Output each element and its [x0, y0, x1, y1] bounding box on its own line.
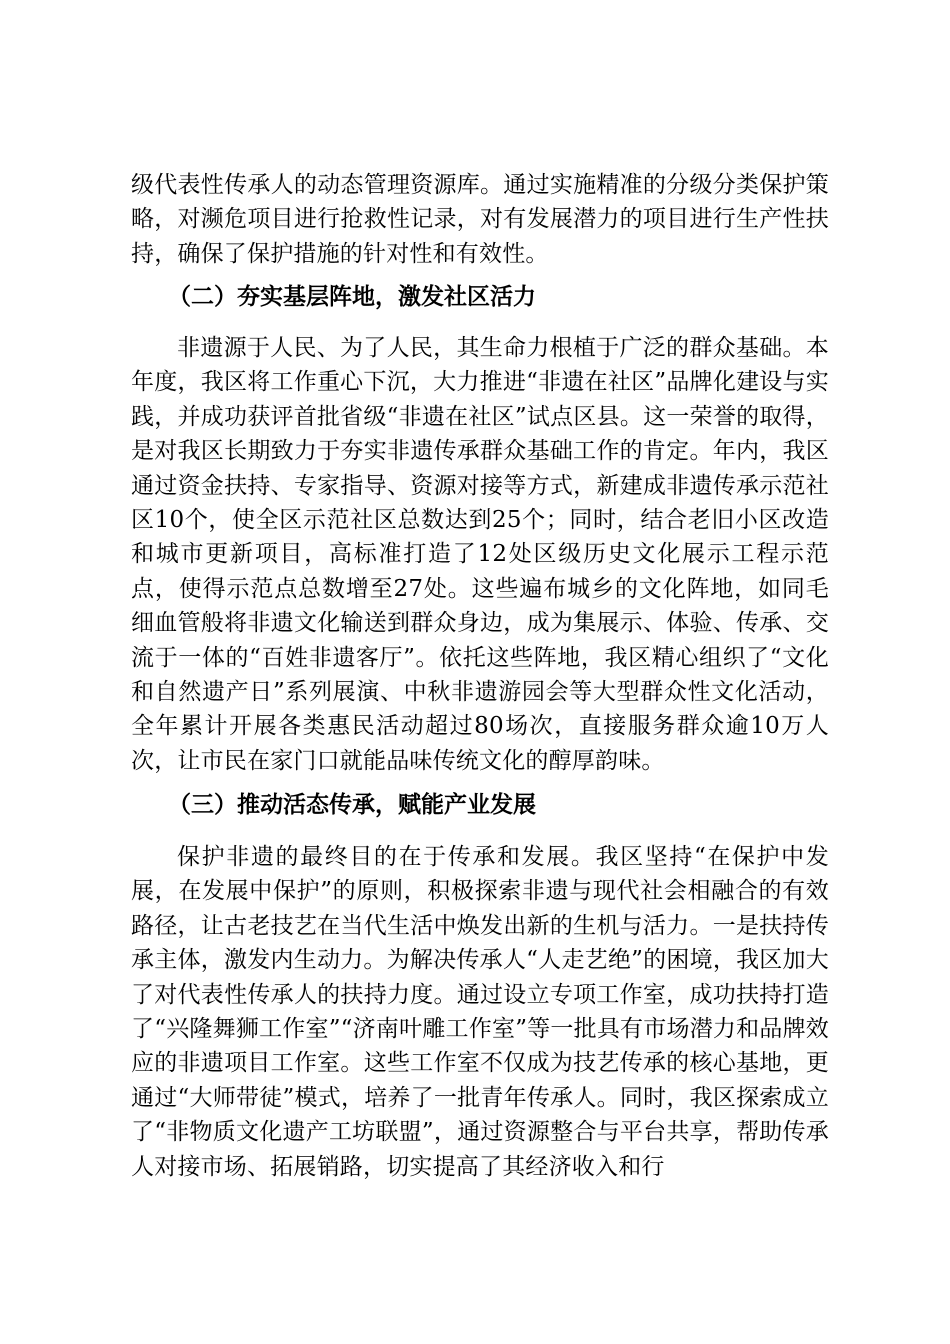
paragraph-continuation: 级代表性传承人的动态管理资源库。通过实施精准的分级分类保护策略，对濒危项目进行抢救性记录，对有发展潜力的项目进行生产性扶持，确保了保护措施的针对性和有效性。	[131, 172, 829, 267]
paragraph-living-heritage: 保护非遗的最终目的在于传承和发展。我区坚持“在保护中发展，在发展中保护”的原则，积极探索非遗与现代社会相融合的有效路径，让古老技艺在当代生活中焕发出新的生机与活力。一是扶持传承主体，激发内生动力。为解决传承人“人走艺绝”的困境，我区加大了对代表性传承人的扶持力度。通过设立专项工作室，成功扶持打造了“兴隆舞狮工作室”“济南叶雕工作室”等一批具有市场潜力和品牌效应的非遗项目工作室。这些工作室不仅成为技艺传承的核心基地，更通过“大师带徒”模式，培养了一批青年传承人。同时，我区探索成立了“非物质文化遗产工坊联盟”，通过资源整合与平台共享，帮助传承人对接市场、拓展销路，切实提高了其经济收入和行	[131, 844, 829, 1180]
section-heading-2: （二）夯实基层阵地，激发社区活力	[168, 284, 536, 310]
paragraph-community: 非遗源于人民、为了人民，其生命力根植于广泛的群众基础。本年度，我区将工作重心下沉，大力推进“非遗在社区”品牌化建设与实践，并成功获评首批省级“非遗在社区”试点区县。这一荣誉的取得，是对我区长期致力于夯实非遗传承群众基础工作的肯定。年内，我区通过资金扶持、专家指导、资源对接等方式，新建成非遗传承示范社区10个，使全区示范社区总数达到25个；同时，结合老旧小区改造和城市更新项目，高标准打造了12处区级历史文化展示工程示范点，使得示范点总数增至27处。这些遍布城乡的文化阵地，如同毛细血管般将非遗文化输送到群众身边，成为集展示、体验、传承、交流于一体的“百姓非遗客厅”。依托这些阵地，我区精心组织了“文化和自然遗产日”系列展演、中秋非遗游园会等大型群众性文化活动，全年累计开展各类惠民活动超过80场次，直接服务群众逾10万人次，让市民在家门口就能品味传统文化的醇厚韵味。	[131, 335, 829, 774]
section-heading-3: （三）推动活态传承，赋能产业发展	[168, 792, 536, 818]
paragraph-block-3	[131, 840, 829, 1184]
paragraph-block-2	[131, 331, 829, 778]
paragraph-block-1	[131, 168, 829, 271]
